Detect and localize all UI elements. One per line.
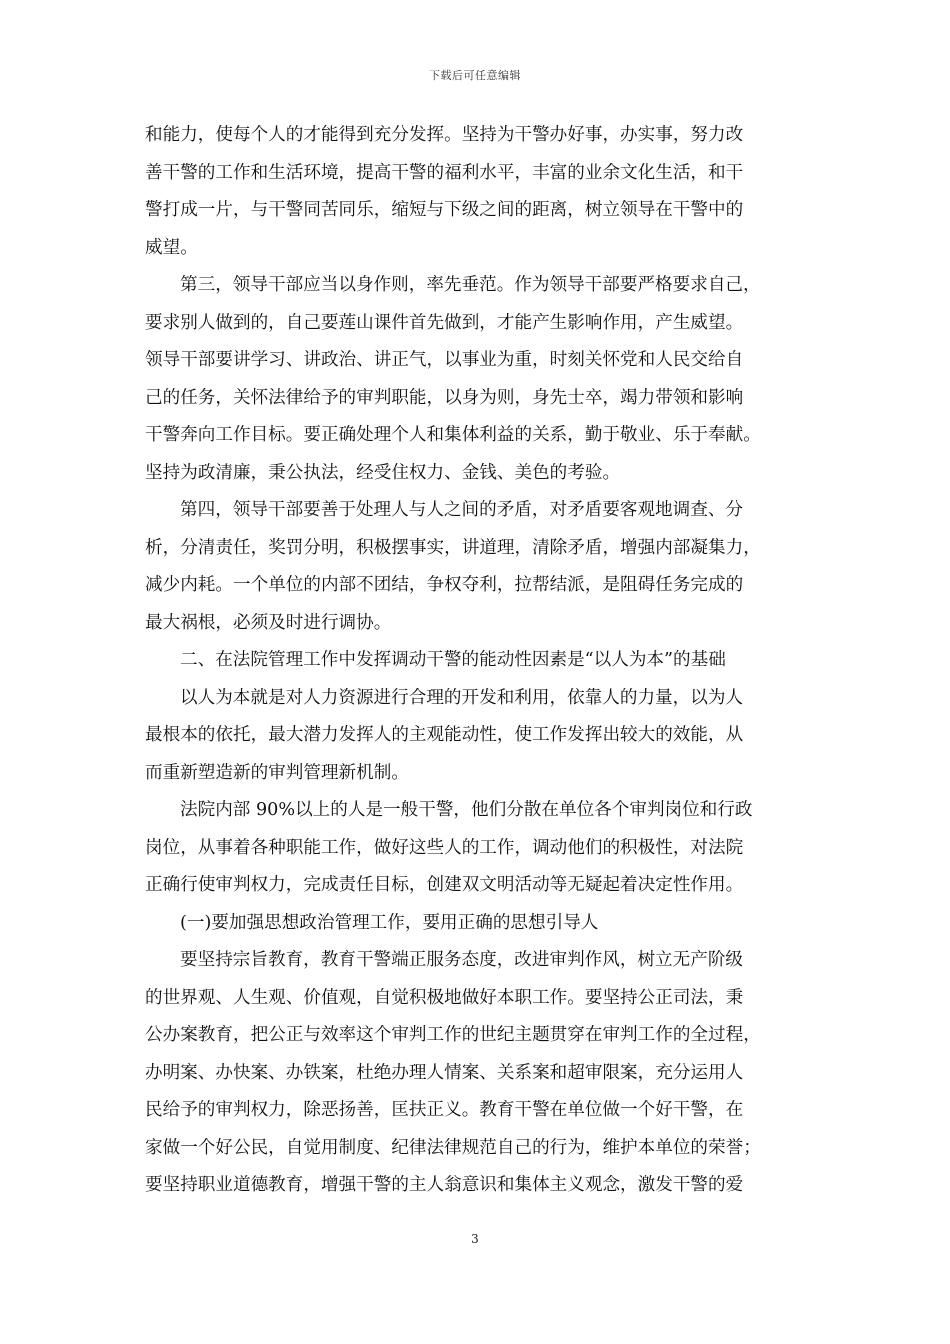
text-line: 而重新塑造新的审判管理新机制。: [145, 762, 409, 783]
text-line: 民给予的审判权力，除恶扬善，匡扶正义。教育干警在单位做一个好干警，在: [145, 1100, 744, 1120]
text-line: 二、在法院管理工作中发挥调动干警的能动性因素是“以人为本”的基础: [180, 650, 726, 670]
document-body: [145, 117, 805, 1205]
text-line: 最大祸根，必须及时进行调协。: [145, 612, 392, 633]
text-line: 要坚持职业道德教育，增强干警的主人翁意识和集体主义观念，激发干警的爱: [145, 1175, 744, 1195]
text-line: 己的任务，关怀法律给予的审判职能，以身为则，身先士卒，竭力带领和影响: [145, 387, 744, 408]
text-line: 干警奔向工作目标。要正确处理个人和集体利益的关系，勤于敬业、乐于奉献。: [145, 425, 761, 445]
text-line: 领导干部要讲学习、讲政治、讲正气，以事业为重，时刻关怀党和人民交给自: [145, 350, 744, 370]
text-line: 要坚持宗旨教育，教育干警端正服务态度，改进审判作风，树立无产阶级: [180, 950, 744, 970]
page-header: 下载后可任意编辑: [429, 69, 521, 82]
text-line: 公办案教育，把公正与效率这个审判工作的世纪主题贯穿在审判工作的全过程，: [145, 1025, 761, 1045]
text-line: 最根本的依托，最大潜力发挥人的主观能动性，使工作发挥出较大的效能，从: [145, 725, 744, 745]
text-line: 第三，领导干部应当以身作则，率先垂范。作为领导干部要严格要求自己，: [180, 275, 761, 295]
text-line: 法院内部 90%以上的人是一般干警，他们分散在单位各个审判岗位和行政: [180, 800, 753, 820]
text-line: 以人为本就是对人力资源进行合理的开发和利用，依靠人的力量，以为人: [180, 687, 744, 708]
text-line: 坚持为政清廉，秉公执法，经受住权力、金钱、美色的考验。: [145, 462, 621, 483]
text-line: 第四，领导干部要善于处理人与人之间的矛盾，对矛盾要客观地调查、分: [180, 500, 744, 520]
text-line: 和能力，使每个人的才能得到充分发挥。坚持为干警办好事，办实事，努力改: [145, 125, 744, 145]
text-line: 的世界观、人生观、价值观，自觉积极地做好本职工作。要坚持公正司法，秉: [145, 987, 744, 1008]
page-number: 3: [471, 1232, 479, 1246]
text-line: 威望。: [145, 237, 198, 258]
text-line: 善干警的工作和生活环境，提高干警的福利水平，丰富的业余文化生活，和干: [145, 162, 744, 183]
text-line: 办明案、办快案、办铁案，杜绝办理人情案、关系案和超审限案，充分运用人: [145, 1062, 744, 1083]
text-line: 减少内耗。一个单位的内部不团结，争权夺利，拉帮结派，是阻碍任务完成的: [145, 575, 744, 595]
text-line: 正确行使审判权力，完成责任目标，创建双文明活动等无疑起着决定性作用。: [145, 875, 744, 895]
text-line: 岗位，从事着各种职能工作，做好这些人的工作，调动他们的积极性，对法院: [145, 837, 744, 858]
text-line: 警打成一片，与干警同苦同乐，缩短与下级之间的距离，树立领导在干警中的: [145, 200, 744, 220]
text-line: 要求别人做到的，自己要莲山课件首先做到，才能产生影响作用，产生威望。: [145, 312, 744, 333]
text-line: (一)要加强思想政治管理工作，要用正确的思想引导人: [180, 912, 599, 933]
text-line: 析，分清责任，奖罚分明，积极摆事实，讲道理，清除矛盾，增强内部凝集力，: [145, 537, 761, 558]
text-line: 家做一个好公民，自觉用制度、纪律法律规范自己的行为，维护本单位的荣誉；: [145, 1137, 761, 1158]
